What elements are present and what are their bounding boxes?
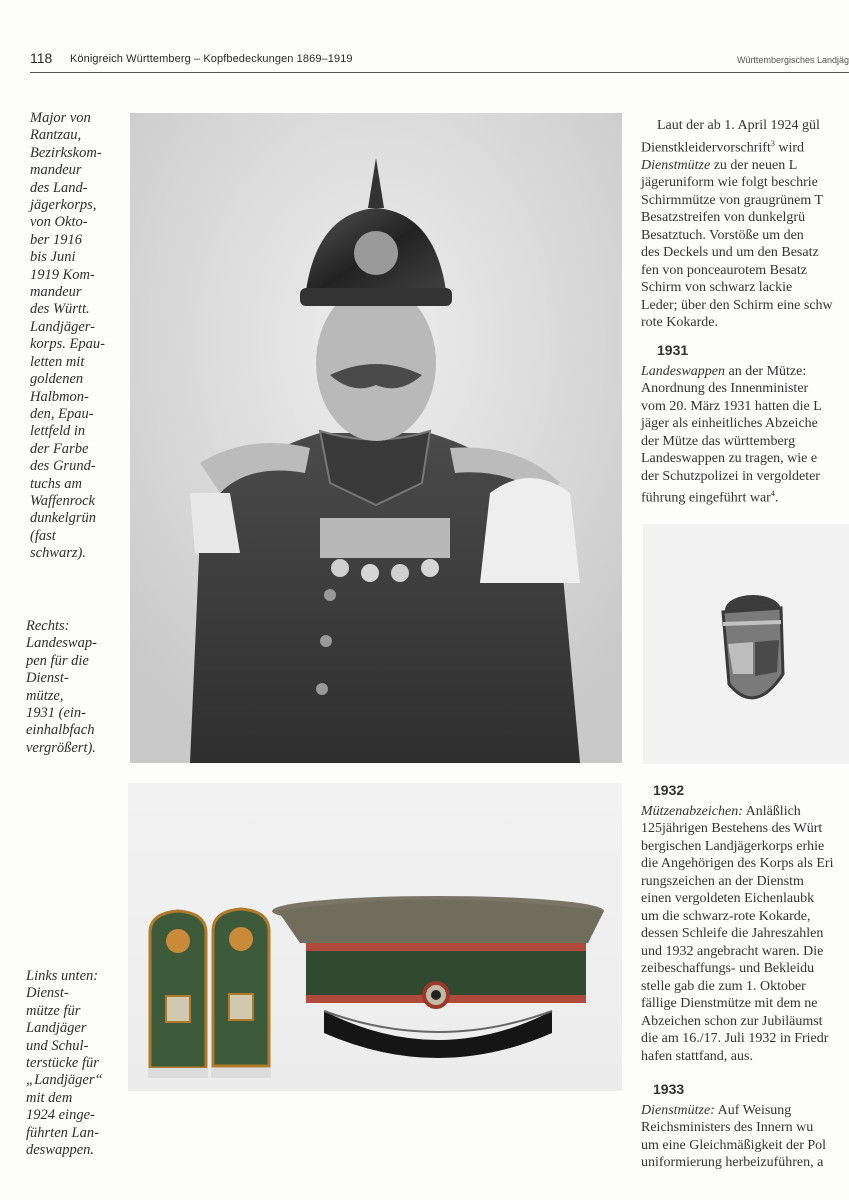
caption-line: tuchs am: [30, 475, 82, 492]
caption-line: mandeur: [30, 284, 82, 301]
year-heading-1932: 1932: [653, 782, 685, 798]
text-line: die Angehörigen des Korps als Eri: [641, 856, 834, 871]
text-line: uniformierung herbeizuführen, a: [641, 1155, 824, 1170]
caption-line: Waffenrock: [30, 492, 95, 509]
caption-line: führten Lan-: [26, 1124, 99, 1141]
caption-line: Major von: [30, 110, 91, 126]
coat-of-arms-photo: [643, 524, 849, 764]
text-line: Mützenabzeichen: Anläßlich: [641, 803, 801, 819]
running-title-right: Württembergisches Landjäg: [736, 55, 849, 65]
caption-line: Links unten:: [26, 968, 99, 984]
caption-line: Rechts:: [26, 618, 70, 634]
text-line: Dienstmütze: Auf Weisung: [641, 1102, 792, 1118]
year-heading-1931: 1931: [657, 342, 689, 358]
caption-line: goldenen: [30, 371, 84, 388]
caption-line: lettfeld in: [30, 423, 86, 440]
intro-paragraph: [641, 117, 849, 332]
text-line: Leder; über den Schirm eine schw: [641, 297, 833, 313]
text-line: zeibeschaffungs- und Bekleidu: [641, 961, 815, 976]
caption-line: Halbmon-: [30, 388, 89, 405]
text-line: hafen stattfand, aus.: [641, 1048, 753, 1064]
text-line: Reichsministers des Innern wu: [641, 1120, 814, 1135]
caption-line: den, Epau-: [30, 405, 94, 422]
text-line: Dienstmütze zu der neuen L: [641, 157, 798, 173]
paragraph-1933: [641, 1102, 849, 1172]
caption-line: mit dem: [26, 1089, 73, 1106]
text-line: rote Kokarde.: [641, 315, 718, 331]
portrait-caption: [30, 110, 105, 563]
text-line: der Schutzpolizei in vergoldeter: [641, 468, 820, 484]
caption-line: Dienst-: [26, 670, 69, 687]
paragraph-1932: [641, 803, 849, 1066]
caption-line: des Württ.: [30, 301, 90, 318]
header-rule: [30, 72, 849, 73]
caption-line: mandeur: [30, 162, 82, 179]
caption-line: Landjäger-: [30, 318, 95, 335]
caption-line: deswappen.: [26, 1142, 95, 1159]
caption-line: jägerkorps,: [30, 197, 97, 214]
caption-line: mütze,: [26, 687, 64, 704]
text-line: Abzeichen schon zur Jubiläumst: [641, 1013, 823, 1029]
text-line: um die schwarz-rote Kokarde,: [641, 908, 811, 924]
caption-line: 1931 (ein-: [26, 705, 86, 722]
text-line: und 1932 angebracht waren. Die: [641, 943, 824, 959]
year-heading-1933: 1933: [653, 1081, 685, 1097]
text-line: Laut der ab 1. April 1924 gül: [657, 118, 820, 133]
caption-line: 1919 Kom-: [30, 266, 95, 283]
caption-line: (fast: [30, 527, 56, 544]
caption-line: pen für die: [26, 652, 89, 669]
text-line: einen vergoldeten Eichenlaubk: [641, 891, 815, 906]
text-line: Landeswappen an der Mütze:: [641, 363, 807, 379]
caption-line: korps. Epau-: [30, 336, 105, 353]
caption-line: dunkelgrün: [30, 510, 97, 527]
text-line: fen von ponceaurotem Besatz: [641, 262, 807, 278]
caption-line: Rantzau,: [30, 127, 82, 144]
caption-line: mütze für: [26, 1002, 81, 1019]
text-line: 125jährigen Bestehens des Würt: [641, 821, 823, 836]
caption-line: bis Juni: [30, 249, 76, 266]
paragraph-1931: [641, 363, 849, 508]
caption-line: vergrößert).: [26, 739, 96, 756]
caption-line: Dienst-: [26, 985, 69, 1002]
caption-line: des Land-: [30, 179, 88, 196]
text-line: jäger als einheitliches Abzeiche: [641, 416, 818, 431]
caption-line: ber 1916: [30, 231, 82, 248]
text-line: der Mütze das württemberg: [641, 433, 796, 449]
text-line: fällige Dienstmütze mit dem ne: [641, 996, 818, 1011]
caption-line: einhalbfach: [26, 722, 95, 739]
text-line: des Deckels und um den Besatz: [641, 245, 819, 261]
caption-line: von Okto-: [30, 214, 88, 231]
caption-line: schwarz).: [30, 545, 86, 562]
running-title: Königreich Württemberg – Kopfbedeckungen 1869–1919: [70, 53, 353, 65]
text-line: Besatzstreifen von dunkelgrü: [641, 210, 806, 226]
text-line: Dienstkleidervorschrift$^3$ wird: [641, 138, 805, 156]
text-line: führung eingeführt war$^4$.: [641, 489, 779, 506]
caption-line: Landjäger: [26, 1020, 87, 1037]
text-line: Landeswappen zu tragen, wie e: [641, 451, 818, 466]
caption-line: des Grund-: [30, 458, 96, 475]
text-line: rungszeichen an der Dienstm: [641, 873, 804, 889]
caption-line: letten mit: [30, 353, 85, 370]
cap-caption: [26, 968, 103, 1159]
text-line: die am 16./17. Juli 1932 in Friedr: [641, 1031, 829, 1046]
text-line: Schirmmütze von graugrünem T: [641, 192, 824, 208]
text-line: Anordnung des Innenminister: [641, 381, 809, 396]
text-line: Besatztuch. Vorstöße um den: [641, 227, 804, 243]
text-line: dessen Schleife die Jahreszahlen: [641, 926, 824, 941]
text-line: jägeruniform wie folgt beschrie: [641, 175, 818, 191]
running-header: [30, 48, 849, 72]
page-number: 118: [30, 50, 53, 66]
caption-line: der Farbe: [30, 440, 89, 457]
text-line: um eine Gleichmäßigkeit der Pol: [641, 1137, 827, 1153]
portrait-photo: [130, 113, 622, 763]
text-line: bergischen Landjägerkorps erhie: [641, 838, 825, 854]
text-line: vom 20. März 1931 hatten die L: [641, 398, 822, 414]
text-line: Schirm von schwarz lackie: [641, 280, 793, 296]
coat-of-arms-caption: [26, 618, 97, 757]
caption-line: und Schul-: [26, 1037, 89, 1054]
text-line: stelle gab die zum 1. Oktober: [641, 978, 806, 994]
caption-line: 1924 einge-: [26, 1107, 95, 1124]
caption-line: Landeswap-: [26, 635, 97, 652]
caption-line: Bezirkskom-: [30, 144, 102, 161]
cap-photo: [128, 783, 622, 1091]
caption-line: „Landjäger“: [26, 1072, 103, 1089]
caption-line: terstücke für: [26, 1055, 99, 1072]
